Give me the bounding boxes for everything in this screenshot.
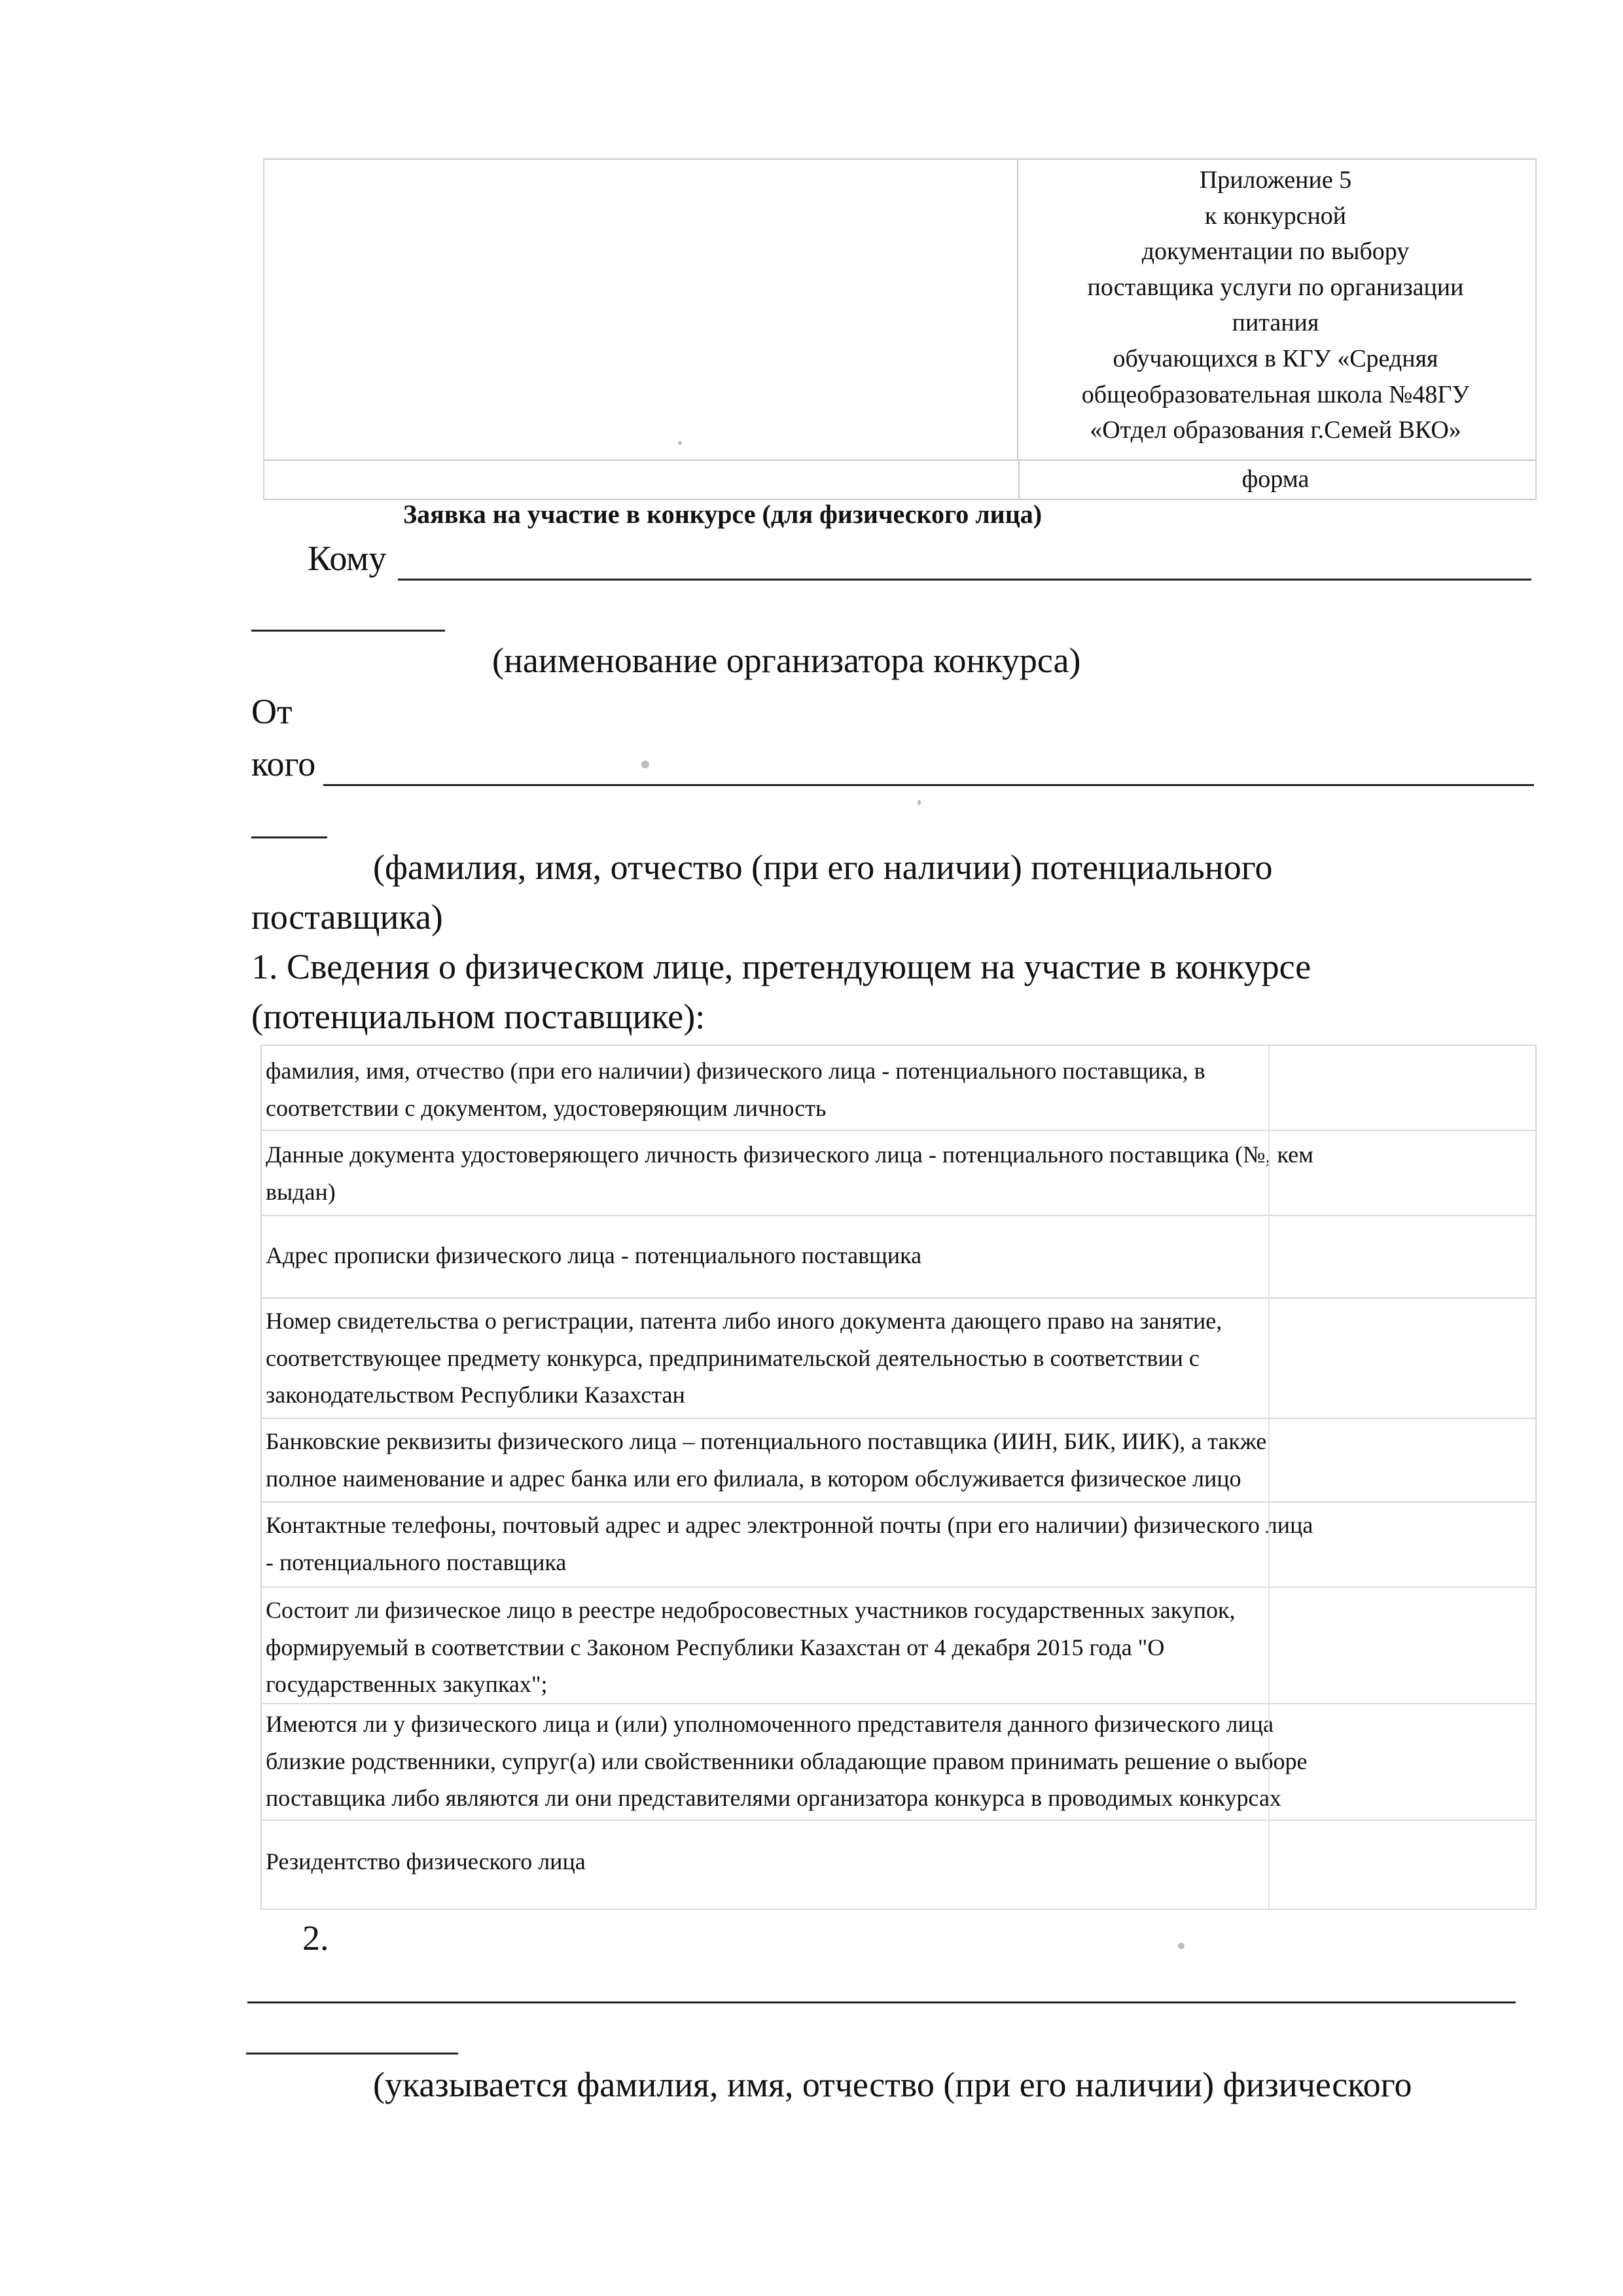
section2-fill-line[interactable]	[247, 2001, 1516, 2003]
to-fill-line-continued[interactable]	[251, 630, 445, 632]
row-text: фамилия, имя, отчество (при его наличии) физического лица - потенциального поставщика, в	[266, 1058, 1205, 1084]
row-text: Номер свидетельства о регистрации, патента либо иного документа дающего право на занятие,	[266, 1308, 1222, 1334]
table-row	[262, 1131, 1535, 1216]
form-label: форма	[1241, 465, 1310, 493]
application-title: Заявка на участие в конкурсе (для физического лица)	[403, 499, 1043, 529]
row-text: Резидентство физического лица	[266, 1848, 586, 1874]
row-text: Состоит ли физическое лицо в реестре недобросовестных участников государственных закупок,	[266, 1597, 1236, 1623]
table-row	[262, 1299, 1535, 1419]
section2-number: 2.	[302, 1918, 329, 1958]
annex-empty-cell	[263, 158, 1018, 461]
annex-line: обучающихся в КГУ «Средняя	[1113, 344, 1438, 372]
table-row	[262, 1419, 1535, 1503]
annex-line: Приложение 5	[1199, 166, 1352, 194]
row-text: выдан)	[266, 1178, 336, 1205]
row-text: формируемый в соответствии с Законом Республики Казахстан от 4 декабря 2015 года "О	[266, 1634, 1165, 1660]
row-text: государственных закупках";	[266, 1671, 548, 1697]
section2-fill-line-continued[interactable]	[246, 2053, 458, 2054]
row-text: полное наименование и адрес банка или его филиала, в котором обслуживается физическое лицо	[266, 1465, 1241, 1492]
section2-hint: (указывается фамилия, имя, отчество (при его наличии) физического	[373, 2065, 1412, 2104]
section1-heading-line1: 1. Сведения о физическом лице, претендующем на участие в конкурсе	[251, 947, 1311, 986]
from-fill-line[interactable]	[323, 784, 1534, 786]
scan-speck	[641, 761, 649, 768]
table-row	[262, 1046, 1535, 1131]
table-row	[262, 1821, 1535, 1910]
value-column-divider	[1268, 1046, 1270, 1911]
annex-line: документации по выбору	[1141, 238, 1410, 266]
row-text: соответствии с документом, удостоверяющим личность	[266, 1094, 827, 1121]
table-row	[262, 1704, 1535, 1821]
row-text: Адрес прописки физического лица - потенциального поставщика	[266, 1242, 922, 1268]
row-text: законодательством Республики Казахстан	[266, 1382, 685, 1408]
scan-speck	[1178, 1943, 1185, 1949]
from-label-line1: От	[251, 692, 293, 731]
row-text: поставщика либо являются ли они представителями организатора конкурса в проводимых конкурсах	[266, 1785, 1281, 1811]
from-label-line2: кого	[251, 744, 316, 783]
organizer-hint: (наименование организатора конкурса)	[492, 641, 1081, 680]
scan-speck	[918, 800, 921, 805]
row-text: Банковские реквизиты физического лица – потенциального поставщика (ИИН, БИК, ИИК), а также	[266, 1428, 1267, 1454]
annex-line: к конкурсной	[1204, 202, 1347, 230]
row-text: близкие родственники, супруг(а) или свойственники обладающие правом принимать решение о выборе	[266, 1748, 1308, 1774]
section1-heading-line2: (потенциальном поставщике):	[251, 997, 705, 1036]
row-text: соответствующее предмету конкурса, предпринимательской деятельностью в соответствии с	[266, 1344, 1200, 1371]
scan-speck	[678, 441, 682, 445]
from-fill-line-continued[interactable]	[251, 836, 327, 838]
supplier-hint-line1: (фамилия, имя, отчество (при его наличии) потенциального	[373, 848, 1273, 887]
to-fill-line[interactable]	[398, 579, 1531, 581]
annex-line: «Отдел образования г.Семей ВКО»	[1090, 416, 1461, 444]
row-text: Имеются ли у физического лица и (или) уполномоченного представителя данного физического лица	[266, 1711, 1274, 1737]
supplier-hint-line2: поставщика)	[251, 897, 443, 937]
table-row	[262, 1503, 1535, 1588]
annex-line: поставщика услуги по организации	[1087, 273, 1464, 301]
annex-line: общеобразовательная школа №48ГУ	[1081, 380, 1470, 408]
row-text: Данные документа удостоверяющего личность физического лица - потенциального поставщика (№, кем	[266, 1141, 1313, 1168]
annex-caption	[1017, 162, 1534, 448]
table-row	[262, 1588, 1535, 1704]
annex-header-table	[263, 158, 1534, 497]
table-row	[262, 1216, 1535, 1299]
to-label: Кому	[308, 539, 387, 578]
row-text: Контактные телефоны, почтовый адрес и адрес электронной почты (при его наличии) физического лица	[266, 1512, 1313, 1538]
supplier-info-table	[260, 1045, 1537, 1910]
row-text: - потенциального поставщика	[266, 1549, 567, 1575]
annex-line: питания	[1232, 309, 1319, 337]
